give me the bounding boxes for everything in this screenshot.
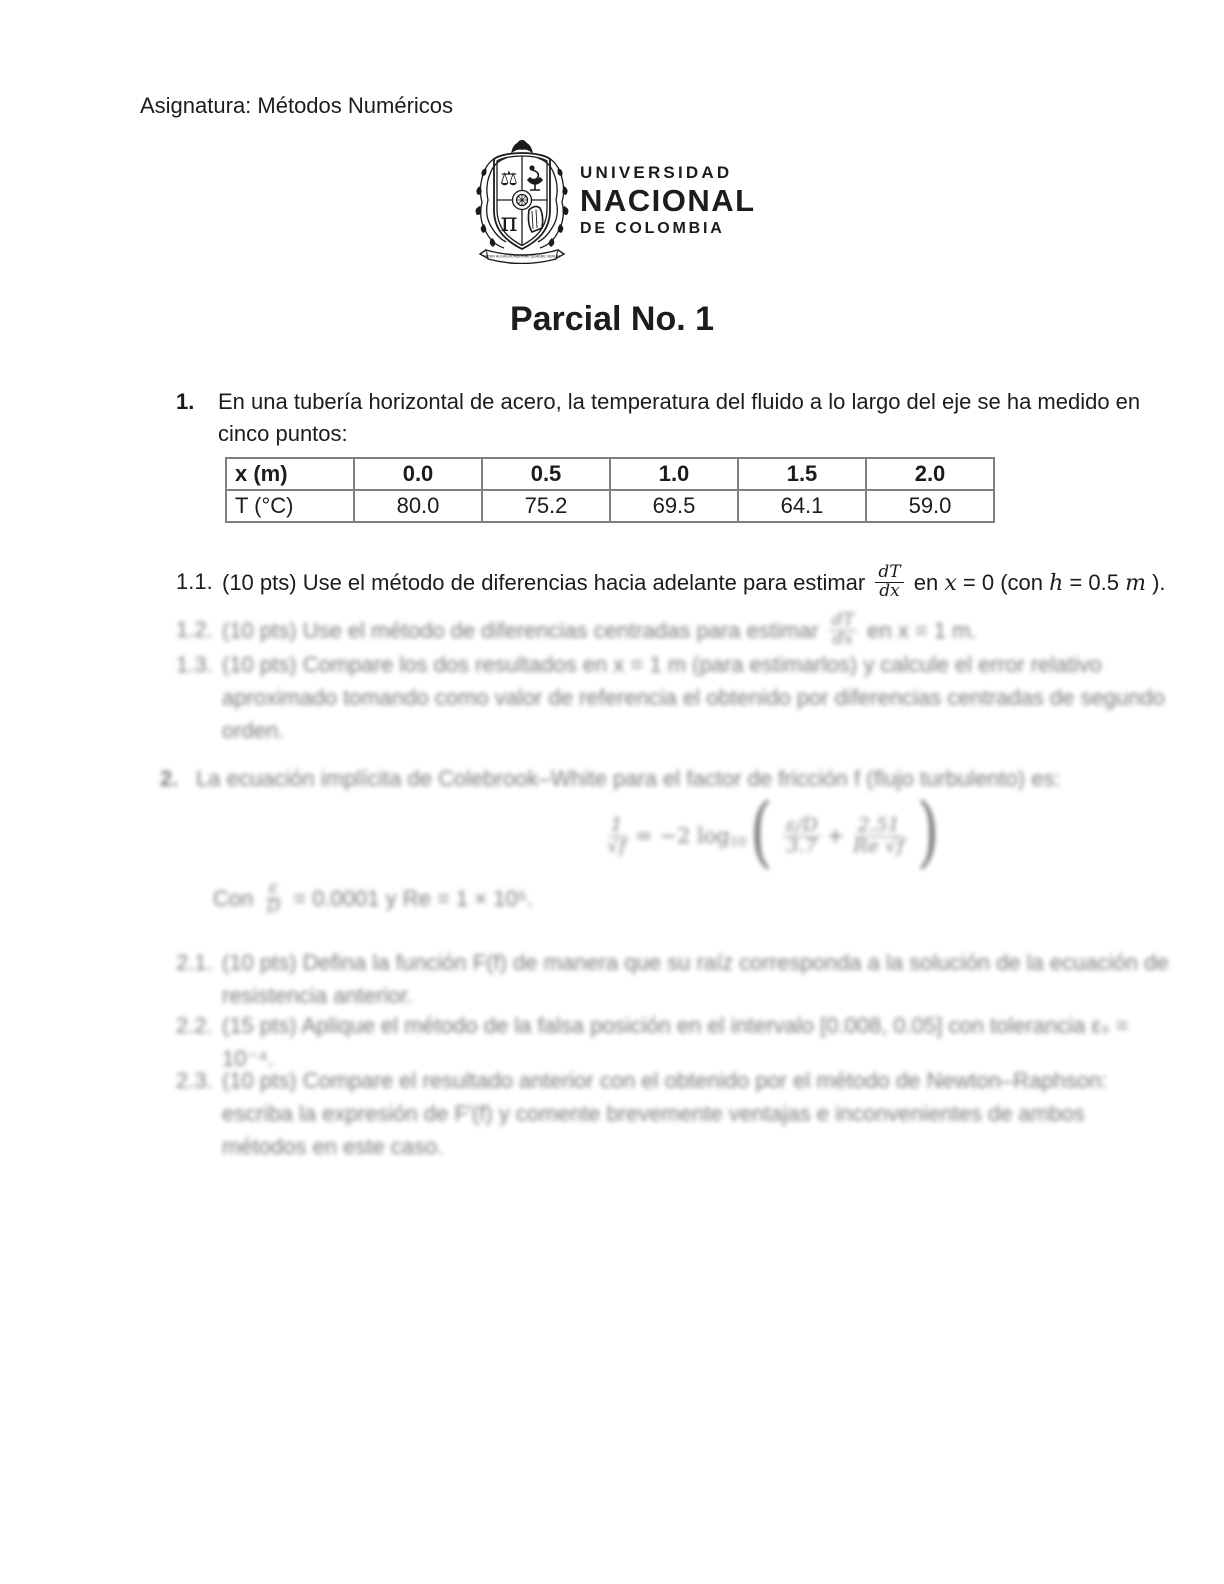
item-1-2-text: (10 pts) Use el método de diferencias centradas para estimar $\frac{dT}{dx}$ en x = 1 m. [222, 610, 977, 649]
motto-text: INTER AULAS ACADEMIAE QUAERE VERUM [484, 254, 560, 259]
logo-line-nacional: NACIONAL [580, 183, 756, 218]
table-data-row [226, 490, 994, 522]
dT-dx-fraction: $\frac{dT}{dx}$ [875, 564, 903, 601]
item-2-2-text: (15 pts) Aplique el método de la falsa posición en el intervalo [0.008, 0.05] con tolerancia εₛ = 10⁻⁴. [222, 1013, 1129, 1071]
motto-banner [480, 250, 564, 264]
university-crest-icon [472, 138, 572, 264]
reynolds-fraction: $\frac{2.51}{Re √f}$ [853, 813, 905, 857]
problem-1-text: En una tubería horizontal de acero, la temperatura del fluido a lo largo del eje se ha medido en cinco puntos: [218, 389, 1141, 446]
table-row-label: T (°C) [226, 490, 354, 522]
colebrook-equation-blurred: $\frac{1}{√f}$ = −2 log 10 ( $\frac{\varepsilon/D}{3.7}$ + $\frac{2.51}{Re √f}$ ) [598, 796, 943, 876]
item-1-1-number: 1.1. [176, 569, 213, 594]
problem-1-statement [176, 386, 1140, 450]
item-1-2-number: 1.2. [176, 617, 213, 642]
table-header-cell: 0.5 [482, 458, 610, 490]
item-1-3-number: 1.3. [176, 652, 213, 677]
temperature-data-table [225, 457, 995, 523]
table-header-cell: 2.0 [866, 458, 994, 490]
item-1-3-blurred [176, 648, 1165, 747]
item-2-3-text: (10 pts) Compare el resultado anterior con el obtenido por el método de Newton–Raphson: escriba la expresión de F′(f) y comente brevemente ventajas e inconvenientes de ambos métodos en este caso. [222, 1068, 1108, 1159]
relative-roughness-fraction: $\frac{\varepsilon/D}{3.7}$ [783, 816, 821, 857]
item-2-3-blurred [176, 1064, 1107, 1163]
item-2-3-number: 2.3. [176, 1068, 213, 1093]
logo-line-universidad: UNIVERSIDAD [580, 163, 733, 182]
logo-wordmark [580, 138, 756, 237]
given-values-line-blurred [213, 878, 533, 919]
bowl-of-hygieia-icon [528, 165, 542, 190]
logo-line-de-colombia: DE COLOMBIA [580, 220, 725, 237]
university-logo [472, 138, 756, 264]
item-1-3-text: (10 pts) Compare los dos resultados en x = 1 m (para estimarlos) y calcule el error relativo aproximado tomando como valor de referencia el obtenido por diferencias centradas de segundo orden. [222, 652, 1165, 743]
given-values-text: Con $\frac{\varepsilon}{D}$ = 0.0001 y Re = 1 × 10⁵. [213, 878, 533, 917]
table-header-label: x (m) [226, 458, 354, 490]
scales-icon: ⚖ [500, 166, 518, 190]
table-header-cell: 0.0 [354, 458, 482, 490]
course-label: Asignatura: Métodos Numéricos [140, 93, 454, 118]
harp-icon [528, 206, 542, 232]
item-1-1 [176, 562, 1166, 603]
problem-2-text: La ecuación implícita de Colebrook–White para el factor de fricción f (flujo turbulento) es: [196, 766, 1061, 791]
item-1-2-blurred [176, 610, 977, 651]
table-data-cell: 75.2 [482, 490, 610, 522]
problem-1-number: 1. [176, 389, 195, 414]
epsilon-over-D-fraction: $\frac{\varepsilon}{D}$ [266, 878, 281, 917]
item-2-2-number: 2.2. [176, 1013, 213, 1038]
item-2-1-text: (10 pts) Defina la función F(f) de manera que su raíz corresponda a la solución de la ecuación de resistencia anterior. [222, 950, 1169, 1008]
table-data-cell: 59.0 [866, 490, 994, 522]
table-header-cell: 1.0 [610, 458, 738, 490]
table-data-cell: 64.1 [738, 490, 866, 522]
table-data-cell: 69.5 [610, 490, 738, 522]
one-over-sqrt-f-fraction: $\frac{1}{√f}$ [607, 813, 627, 857]
page-title: Parcial No. 1 [509, 300, 715, 338]
pi-icon: π [500, 208, 518, 238]
item-1-1-text: (10 pts) Use el método de diferencias hacia adelante para estimar $\frac{dT}{dx}$ en x = 0 (con h = 0.5 m ). [222, 562, 1166, 601]
item-2-1-blurred [176, 946, 1169, 1012]
table-data-cell: 80.0 [354, 490, 482, 522]
table-header-row [226, 458, 994, 490]
problem-2-number: 2. [160, 766, 179, 791]
dT-dx-fraction: $\frac{dT}{dx}$ [829, 612, 857, 649]
table-header-cell: 1.5 [738, 458, 866, 490]
item-2-1-number: 2.1. [176, 950, 213, 975]
